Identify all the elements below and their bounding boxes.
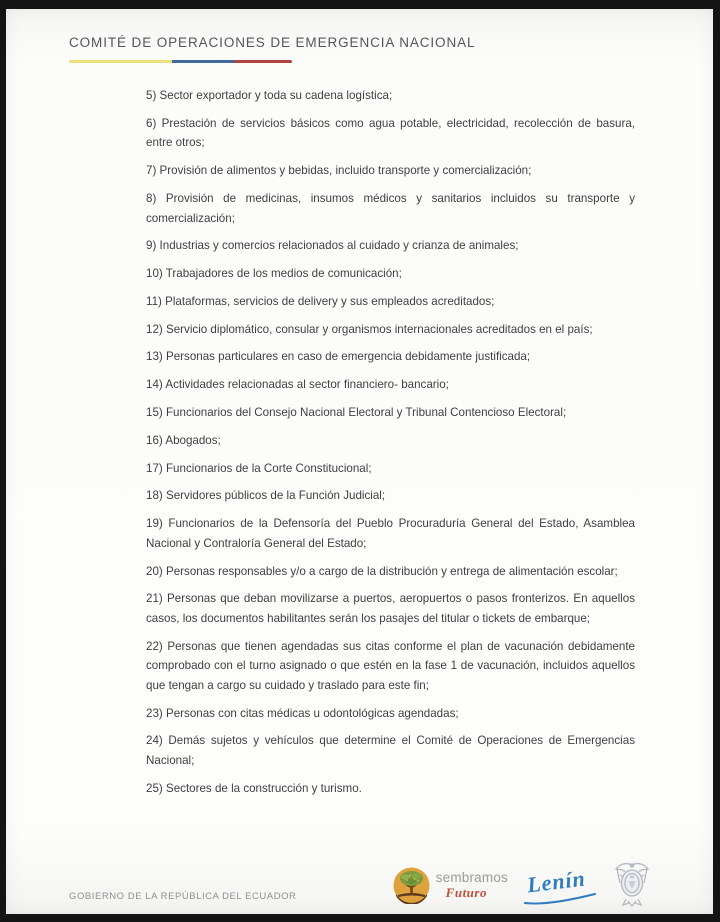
list-item-7: 7) Provisión de alimentos y bebidas, incluido transporte y comercialización; (146, 164, 532, 178)
footer-logos (393, 859, 652, 911)
list-item-19: 19) Funcionarios de la Defensoría del Pueblo Procuraduría General del Estado, Asamblea Nacional y Contraloría General del Estado; (146, 517, 635, 550)
ecuador-flag-divider (69, 60, 292, 63)
numbered-list (146, 86, 635, 798)
flag-red-segment (234, 60, 292, 63)
list-item-24: 24) Demás sujetos y vehículos que determine el Comité de Operaciones de Emergencias Nacional; (146, 734, 635, 767)
tree-icon (393, 867, 430, 904)
list-item-20: 20) Personas responsables y/o a cargo de la distribución y entrega de alimentación escolar; (146, 564, 618, 578)
futuro-text: Futuro (445, 884, 487, 900)
list-item-13: 13) Personas particulares en caso de emergencia debidamente justificada; (146, 350, 531, 364)
lenin-signature-logo (523, 863, 597, 907)
flag-yellow-segment (69, 60, 172, 63)
list-item-22: 22) Personas que tienen agendadas sus citas conforme el plan de vacunación debidamente comprobado con el turno asignado o que estén en la fase 1 de vacunación, incluidos aquellos que tengan a cargo su cuidado y traslado para este fin; (146, 639, 635, 692)
document-header (69, 35, 475, 63)
list-item-6: 6) Prestación de servicios básicos como agua potable, electricidad, recolección de basura, entre otros; (146, 116, 635, 150)
list-item-23: 23) Personas con citas médicas u odontológicas agendadas; (146, 706, 459, 720)
list-item-5: 5) Sector exportador y toda su cadena logística; (146, 89, 393, 102)
list-item-15: 15) Funcionarios del Consejo Nacional Electoral y Tribunal Contencioso Electoral; (146, 406, 567, 419)
ecuador-coat-of-arms-icon (612, 861, 652, 909)
list-item-25: 25) Sectores de la construcción y turismo. (146, 781, 362, 795)
list-item-18: 18) Servidores públicos de la Función Judicial; (146, 489, 386, 503)
list-item-17: 17) Funcionarios de la Corte Constitucional; (146, 461, 372, 475)
document-page (6, 9, 713, 914)
flag-blue-segment (172, 60, 234, 63)
footer-government-text: GOBIERNO DE LA REPÚBLICA DEL ECUADOR (69, 891, 297, 902)
list-item-8: 8) Provisión de medicinas, insumos médicos y sanitarios incluidos su transporte y comercialización; (146, 191, 635, 225)
list-item-9: 9) Industrias y comercios relacionados al cuidado y crianza de animales; (146, 239, 519, 253)
lenin-signature-text: Lenín (525, 865, 588, 898)
list-item-16: 16) Abogados; (146, 433, 221, 447)
sembramos-text: sembramos (435, 870, 508, 886)
page-title: COMITÉ DE OPERACIONES DE EMERGENCIA NACIONAL (69, 35, 476, 50)
list-item-14: 14) Actividades relacionadas al sector financiero- bancario; (146, 378, 449, 392)
list-item-12: 12) Servicio diplomático, consular y organismos internacionales acreditados en el país; (146, 322, 593, 336)
sembramos-futuro-logo (393, 867, 508, 904)
lenin-signature-underline (523, 893, 597, 905)
list-item-10: 10) Trabajadores de los medios de comunicación; (146, 267, 402, 281)
sembramos-wordmark (436, 871, 508, 899)
list-item-21: 21) Personas que deban movilizarse a puertos, aeropuertos o pasos fronterizos. En aquellos casos, los documentos habilitantes serán los pasajes del titular o tickets de embarque; (146, 592, 635, 625)
list-item-11: 11) Plataformas, servicios de delivery y sus empleados acreditados; (146, 294, 495, 308)
